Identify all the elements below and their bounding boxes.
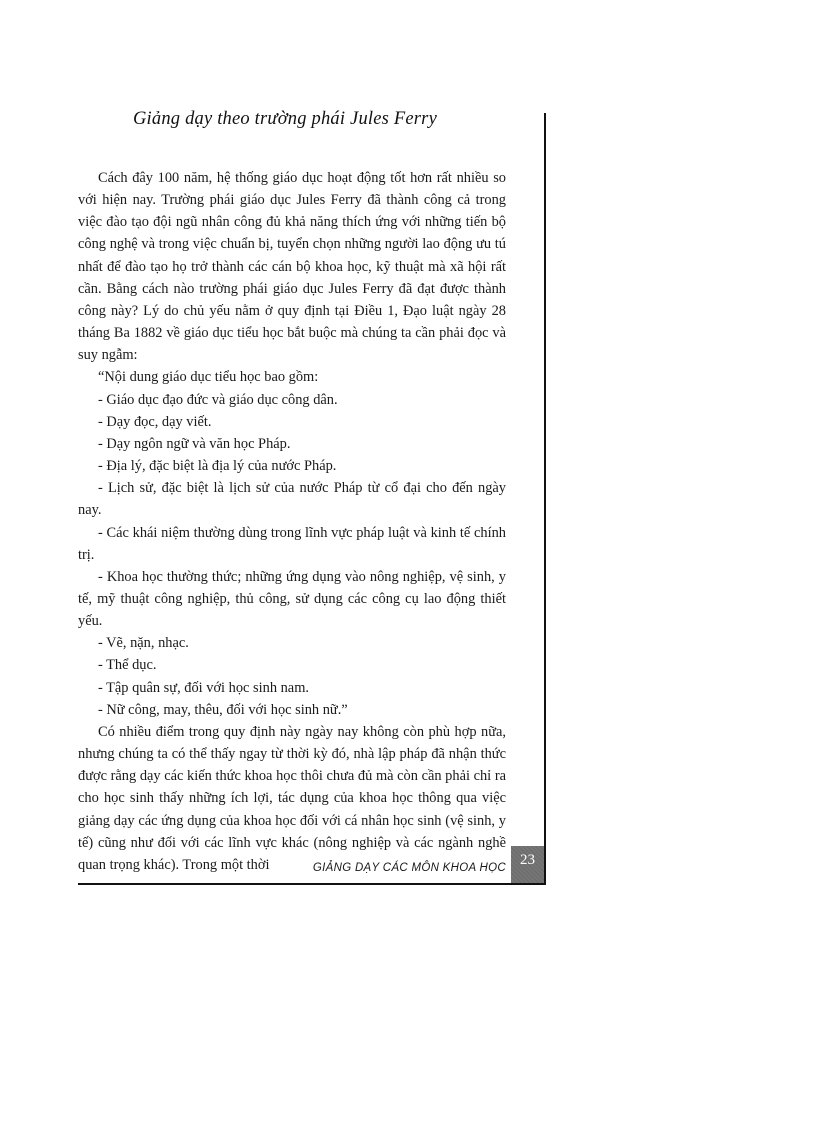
quote-opening: “Nội dung giáo dục tiểu học bao gồm:	[98, 369, 319, 386]
footer-rule	[78, 883, 546, 885]
list-item: - Các khái niệm thường dùng trong lĩnh vực pháp luật và kinh tế chính trị.	[78, 524, 506, 563]
paragraph-commentary: Có nhiều điểm trong quy định này ngày nay không còn phù hợp nữa, nhưng chúng ta có thể thấy ngay từ thời kỳ đó, nhà lập pháp đã nhận thức được rằng dạy các kiến thức khoa học thôi chưa đủ mà còn cần phải chỉ ra cho học sinh thấy những ích lợi, tác dụng của khoa học thông qua việc giảng dạy các ứng dụng của khoa học đối với cá nhân học sinh (vệ sinh, y tế) cũng như đối với các lĩnh vực khác (nông nghiệp và các ngành nghề quan trọng khác). Trong một thời	[78, 723, 506, 873]
list-item: - Nữ công, may, thêu, đối với học sinh nữ.”	[98, 701, 348, 718]
list-item: - Tập quân sự, đối với học sinh nam.	[98, 679, 309, 696]
page-number: 23	[520, 852, 535, 868]
page-title: Giảng dạy theo trường phái Jules Ferry	[133, 109, 437, 129]
list-item: - Lịch sử, đặc biệt là lịch sử của nước Pháp từ cổ đại cho đến ngày nay.	[78, 480, 506, 519]
list-item: - Khoa học thường thức; những ứng dụng vào nông nghiệp, vệ sinh, y tế, mỹ thuật công nghiệp, thủ công, sử dụng các công cụ lao động thiết yếu.	[78, 568, 506, 630]
vertical-rule	[544, 113, 546, 885]
body-text	[78, 167, 506, 876]
list-item: - Thể dục.	[98, 657, 157, 674]
list-item: - Dạy đọc, dạy viết.	[98, 413, 212, 430]
paragraph-intro: Cách đây 100 năm, hệ thống giáo dục hoạt động tốt hơn rất nhiều so với hiện nay. Trường phái giáo dục Jules Ferry đã thành công cả trong việc đào tạo đội ngũ nhân công đủ khả năng thích ứng với những tiến bộ công nghệ và trong việc chuẩn bị, tuyển chọn những người lao động ưu tú nhất để đào tạo họ trở thành các cán bộ khoa học, kỹ thuật mà xã hội rất cần. Bằng cách nào trường phái giáo dục Jules Ferry đã đạt được thành công này? Lý do chủ yếu nằm ở quy định tại Điều 1, Đạo luật ngày 28 tháng Ba 1882 về giáo dục tiểu học bắt buộc mà chúng ta cần phải đọc và suy ngẫm:	[78, 170, 506, 364]
list-item: - Vẽ, nặn, nhạc.	[98, 635, 189, 652]
list-item: - Địa lý, đặc biệt là địa lý của nước Pháp.	[98, 458, 337, 475]
list-item: - Giáo dục đạo đức và giáo dục công dân.	[98, 391, 338, 408]
running-footer-title: GIẢNG DẠY CÁC MÔN KHOA HỌC	[312, 862, 506, 874]
list-item: - Dạy ngôn ngữ và văn học Pháp.	[98, 435, 291, 452]
